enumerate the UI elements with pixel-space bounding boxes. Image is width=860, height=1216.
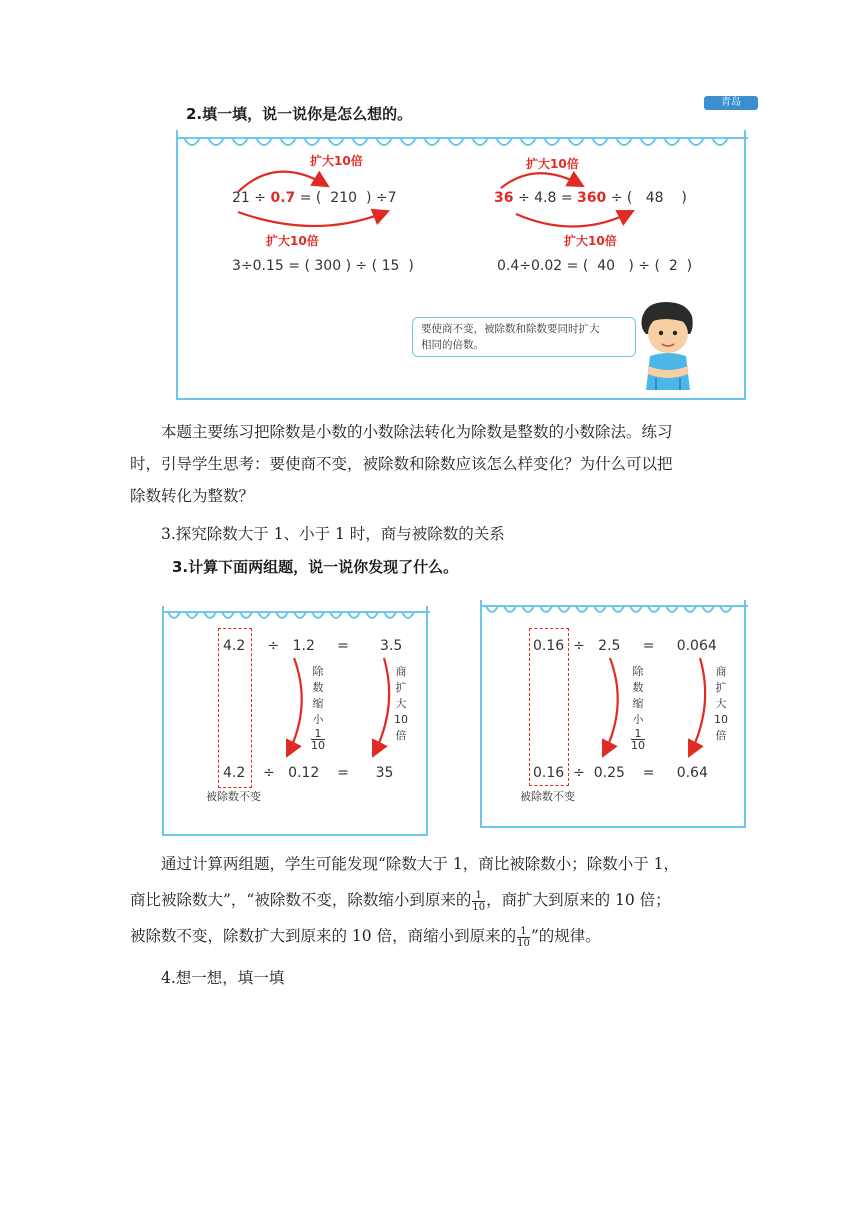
equation-2: 36 ÷ 4.8 = 360 ÷ ( 48 ) [494, 190, 687, 206]
paragraph-1 [130, 416, 730, 512]
para2-line3: 被除数不变，除数扩大到原来的 10 倍，商缩小到原来的 $\frac{1}{10}$ ”的规律。 [130, 925, 601, 949]
arrows-left-card [162, 606, 428, 836]
section2-heading: 2.填一填，说一说你是怎么想的。 [186, 105, 413, 123]
anno-top-right: 扩大10倍 [526, 157, 579, 171]
right-row1: 0.16 ÷ 2.5 = 0.064 [533, 638, 717, 654]
speech-bubble: 要使商不变，被除数和除数要同时扩大 相同的倍数。 [412, 317, 636, 357]
arrows-right-card [480, 600, 746, 828]
left-row2: 4.2 ÷ 0.12 = 35 [223, 765, 394, 781]
anno-bottom-right: 扩大10倍 [564, 234, 617, 248]
arrow-bottom-left [238, 212, 386, 226]
answer-blank[interactable]: 210 [330, 190, 358, 206]
point-3 [130, 518, 730, 550]
para1-line1: 本题主要练习把除数是小数的小数除法转化为除数是整数的小数除法。练习 [161, 423, 673, 441]
point4-text: 4.想一想，填一填 [161, 969, 285, 987]
para1-line3: 除数转化为整数？ [130, 487, 255, 505]
boy-illustration [634, 300, 704, 392]
right-dividend-note: 被除数不变 [520, 790, 575, 803]
fraction-one-tenth: $\frac{1}{10}$ [631, 727, 645, 752]
anno-bottom-left: 扩大10倍 [266, 234, 319, 248]
left-dividend-note: 被除数不变 [206, 790, 261, 803]
paragraph-2 [130, 846, 730, 954]
inline-fraction: $\frac{1}{10}$ [472, 889, 486, 913]
answer-blank[interactable]: 15 [381, 258, 400, 274]
answer-blank[interactable]: 40 [597, 258, 616, 274]
corner-badge-text: 青岛 [721, 97, 741, 108]
answer-blank[interactable]: 48 [645, 190, 664, 206]
para1-line2: 时，引导学生思考：要使商不变，被除数和除数应该怎么样变化？为什么可以把 [130, 455, 673, 473]
anno-top-left: 扩大10倍 [310, 154, 363, 168]
left-row1: 4.2 ÷ 1.2 = 3.5 [223, 638, 403, 654]
point-4 [130, 962, 730, 994]
answer-blank[interactable]: 300 [314, 258, 342, 274]
equation-1: 21 ÷ 0.7 = ( 210 ) ÷7 [232, 190, 397, 206]
right-quotient-note: 商 扩 大 10 倍 [714, 665, 728, 742]
left-quotient-note: 商 扩 大 10 倍 [394, 665, 408, 742]
left-divisor-note: 除 数 缩 小 $\frac{1}{10}$ [311, 665, 325, 752]
right-divisor-note: 除 数 缩 小 $\frac{1}{10}$ [631, 665, 645, 752]
right-row2: 0.16 ÷ 0.25 = 0.64 [533, 765, 708, 781]
para2-line1: 通过计算两组题，学生可能发现“除数大于 1，商比被除数小；除数小于 1， [161, 855, 680, 873]
section3-heading: 3.计算下面两组题，说一说你发现了什么。 [172, 558, 459, 576]
equation-3: 3÷0.15 = ( 300 ) ÷ ( 15 ) [232, 258, 414, 274]
para2-line2: 商比被除数大”，“被除数不变，除数缩小到原来的 $\frac{1}{10}$ ，商扩大到原来的 10 倍； [130, 889, 671, 913]
arrow-top-right [501, 173, 581, 188]
inline-fraction: $\frac{1}{10}$ [517, 925, 530, 949]
arrow-bottom-right [516, 212, 631, 227]
equation-4: 0.4÷0.02 = ( 40 ) ÷ ( 2 ) [497, 258, 693, 274]
fraction-one-tenth: $\frac{1}{10}$ [311, 727, 325, 752]
arrow-top-left [238, 172, 326, 192]
corner-badge [704, 96, 758, 110]
answer-blank[interactable]: 2 [668, 258, 678, 274]
point3-text: 3.探究除数大于 1、小于 1 时，商与被除数的关系 [161, 525, 505, 543]
